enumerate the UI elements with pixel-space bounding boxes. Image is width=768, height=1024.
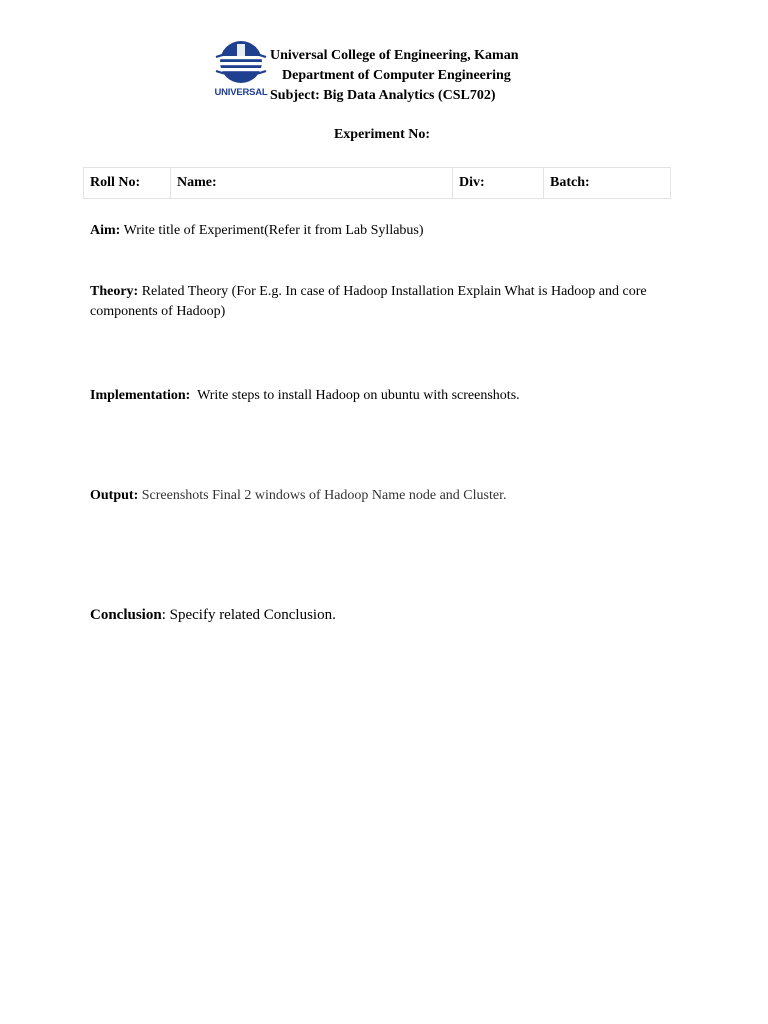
roll-no-cell: Roll No: (84, 168, 171, 199)
output-section (90, 486, 680, 506)
college-logo (212, 40, 270, 100)
aim-section (90, 221, 680, 241)
experiment-number-label: Experiment No: (333, 127, 431, 142)
college-name: Universal College of Engineering, Kaman (270, 48, 519, 63)
theory-label: Theory: (90, 284, 139, 299)
table-row (84, 168, 671, 199)
output-text: Screenshots Final 2 windows of Hadoop Name node and Cluster. (138, 488, 507, 503)
conclusion-text: : Specify related Conclusion. (161, 607, 336, 623)
conclusion-section (90, 605, 680, 625)
implementation-label: Implementation: (90, 388, 191, 403)
document-header (0, 40, 768, 110)
conclusion-label: Conclusion (90, 607, 162, 623)
batch-cell: Batch: (544, 168, 671, 199)
department-name: Department of Computer Engineering (282, 68, 511, 83)
aim-text: Write title of Experiment(Refer it from Lab Syllabus) (120, 223, 424, 238)
theory-section (90, 282, 680, 322)
output-label: Output: (90, 488, 139, 503)
subject-line: Subject: Big Data Analytics (CSL702) (270, 88, 496, 103)
aim-label: Aim: (90, 223, 121, 238)
theory-text: Related Theory (For E.g. In case of Hadoop Installation Explain What is Hadoop and core components of Hadoop) (90, 284, 647, 319)
logo-wordmark: UNIVERSAL (214, 87, 268, 98)
header-text-block (270, 46, 519, 106)
student-info-table (83, 167, 671, 199)
name-cell: Name: (171, 168, 453, 199)
implementation-section (90, 386, 680, 406)
div-cell: Div: (453, 168, 544, 199)
implementation-text: Write steps to install Hadoop on ubuntu with screenshots. (190, 388, 520, 403)
college-logo-icon (212, 40, 270, 88)
